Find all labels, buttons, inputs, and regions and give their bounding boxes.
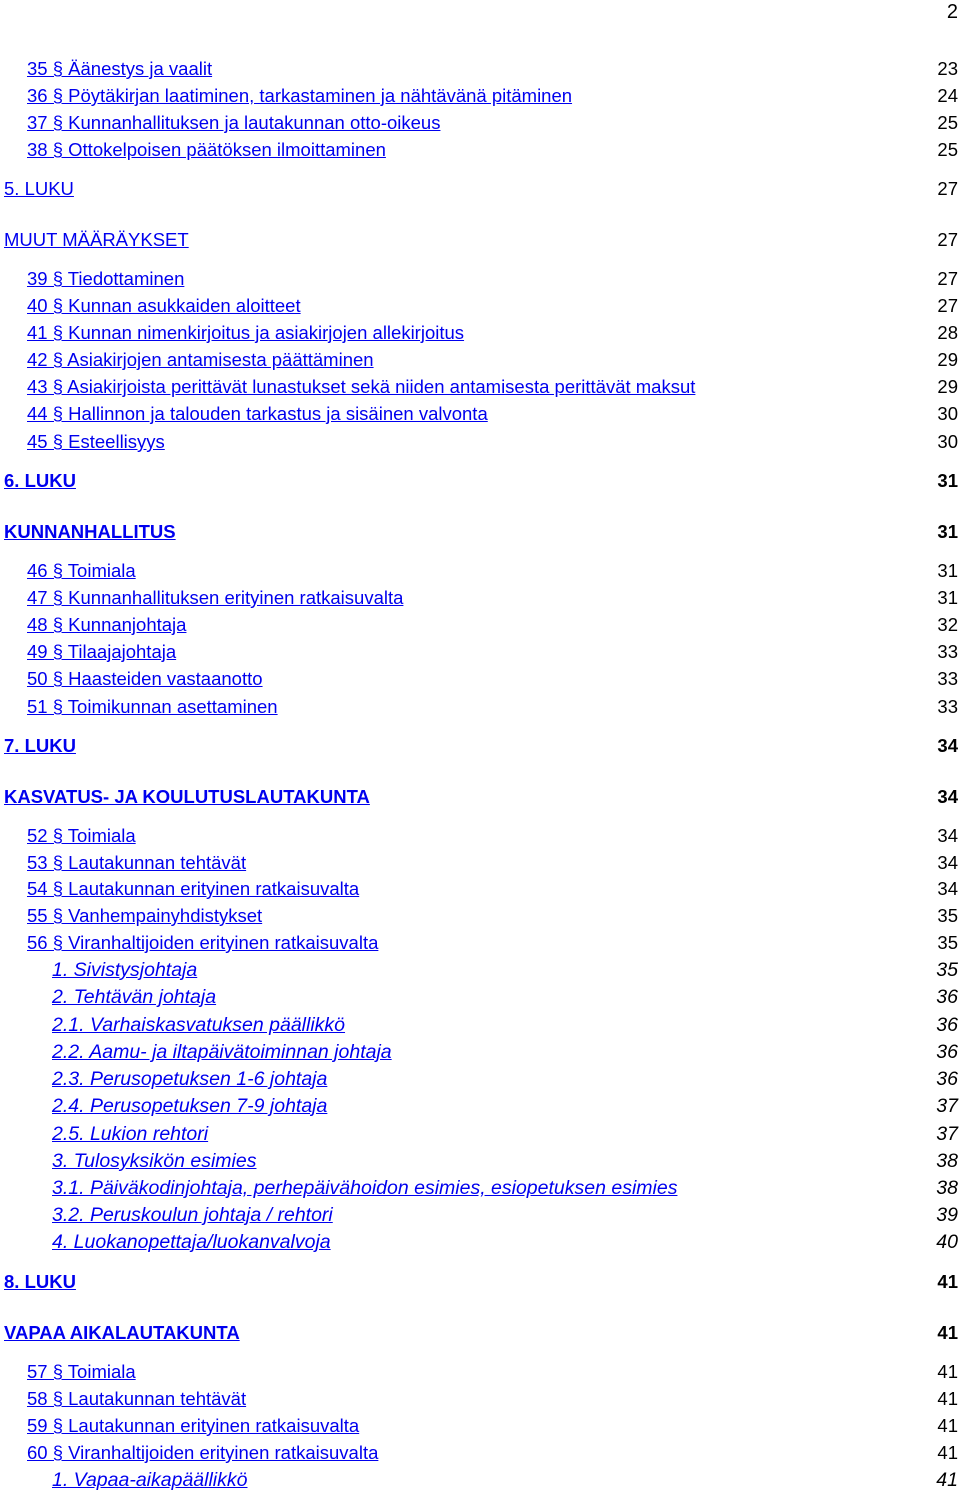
toc-entry-page: 32 bbox=[937, 614, 958, 635]
toc-entry-page: 35 bbox=[936, 959, 958, 981]
toc-entry-page: 27 bbox=[937, 178, 958, 199]
toc-entry-page: 41 bbox=[937, 1361, 958, 1382]
toc-entry bbox=[0, 430, 960, 456]
toc-entry-link[interactable]: 2.4. Perusopetuksen 7-9 johtaja bbox=[52, 1095, 328, 1117]
toc-entry-link[interactable]: 56 § Viranhaltijoiden erityinen ratkaisuvalta bbox=[27, 932, 379, 953]
toc-entry-page: 33 bbox=[937, 641, 958, 662]
toc-entry-page: 41 bbox=[937, 1442, 958, 1463]
toc-entry-page: 30 bbox=[937, 403, 958, 424]
toc-entry-link[interactable]: 42 § Asiakirjojen antamisesta päättäminen bbox=[27, 349, 374, 370]
toc-entry bbox=[0, 1441, 960, 1467]
toc-entry bbox=[0, 1122, 960, 1148]
toc-entry bbox=[0, 640, 960, 666]
toc-entry-link[interactable]: 41 § Kunnan nimenkirjoitus ja asiakirjojen allekirjoitus bbox=[27, 322, 465, 343]
toc-entry bbox=[0, 1040, 960, 1066]
toc-entry-link[interactable]: MUUT MÄÄRÄYKSET bbox=[4, 229, 189, 250]
toc-entry bbox=[0, 402, 960, 428]
toc-entry-page: 27 bbox=[937, 268, 958, 289]
toc-entry-link[interactable]: 4. Luokanopettaja/luokanvalvoja bbox=[52, 1231, 331, 1253]
toc-entry-page: 37 bbox=[936, 1095, 958, 1117]
toc-entry bbox=[0, 613, 960, 639]
toc-entry bbox=[0, 559, 960, 585]
toc-entry-page: 30 bbox=[937, 431, 958, 452]
toc-entry bbox=[0, 57, 960, 83]
toc-entry-link[interactable]: KUNNANHALLITUS bbox=[4, 521, 176, 542]
toc-entry bbox=[0, 1094, 960, 1120]
toc-entry bbox=[0, 1067, 960, 1093]
toc-entry-link[interactable]: 6. LUKU bbox=[4, 470, 76, 491]
toc-entry-page: 34 bbox=[937, 852, 958, 873]
toc-entry-link[interactable]: 2.5. Lukion rehtori bbox=[52, 1123, 209, 1145]
toc-entry-page: 36 bbox=[936, 1014, 958, 1036]
toc-entry bbox=[0, 321, 960, 347]
toc-entry-page: 35 bbox=[937, 932, 958, 953]
toc-entry bbox=[0, 111, 960, 137]
toc-entry-page: 39 bbox=[936, 1204, 958, 1226]
page-number: 2 bbox=[946, 1, 958, 23]
toc-entry-link[interactable]: 54 § Lautakunnan erityinen ratkaisuvalta bbox=[27, 878, 360, 899]
toc-entry-link[interactable]: 1. Sivistysjohtaja bbox=[52, 959, 198, 981]
toc-entry bbox=[0, 824, 960, 850]
toc-entry bbox=[0, 228, 960, 254]
toc-entry-link[interactable]: 35 § Äänestys ja vaalit bbox=[27, 58, 213, 79]
toc-entry-link[interactable]: 5. LUKU bbox=[4, 178, 74, 199]
toc-entry-link[interactable]: 49 § Tilaajajohtaja bbox=[27, 641, 177, 662]
toc-entry-page: 24 bbox=[937, 85, 958, 106]
toc-entry bbox=[0, 1387, 960, 1413]
toc-entry bbox=[0, 985, 960, 1011]
toc-entry-page: 36 bbox=[936, 986, 958, 1008]
toc-entry-link[interactable]: 8. LUKU bbox=[4, 1271, 76, 1292]
toc-entry-page: 29 bbox=[937, 376, 958, 397]
toc-entry-link[interactable]: 44 § Hallinnon ja talouden tarkastus ja sisäinen valvonta bbox=[27, 403, 488, 424]
toc-entry-link[interactable]: 48 § Kunnanjohtaja bbox=[27, 614, 187, 635]
toc-entry-page: 27 bbox=[937, 229, 958, 250]
toc-entry-link[interactable]: 58 § Lautakunnan tehtävät bbox=[27, 1388, 247, 1409]
toc-entry-page: 29 bbox=[937, 349, 958, 370]
toc-entry-page: 41 bbox=[937, 1271, 958, 1292]
toc-entry bbox=[0, 84, 960, 110]
toc-entry-page: 40 bbox=[936, 1231, 958, 1253]
toc-entry-link[interactable]: 46 § Toimiala bbox=[27, 560, 136, 581]
toc-entry-page: 31 bbox=[937, 587, 958, 608]
toc-entry-link[interactable]: 36 § Pöytäkirjan laatiminen, tarkastaminen ja nähtävänä pitäminen bbox=[27, 85, 573, 106]
toc-entry-link[interactable]: 1. Vapaa-aikapäällikkö bbox=[52, 1469, 248, 1491]
toc-entry-page: 34 bbox=[937, 735, 958, 756]
toc-entry-link[interactable]: 7. LUKU bbox=[4, 735, 76, 756]
toc-entry-page: 33 bbox=[937, 668, 958, 689]
toc-entry-page: 38 bbox=[936, 1150, 958, 1172]
toc-entry bbox=[0, 375, 960, 401]
toc-entry-page: 41 bbox=[937, 1388, 958, 1409]
toc-entry-link[interactable]: 59 § Lautakunnan erityinen ratkaisuvalta bbox=[27, 1415, 360, 1436]
toc-entry-link[interactable]: 50 § Haasteiden vastaanotto bbox=[27, 668, 263, 689]
toc-entry-link[interactable]: VAPAA AIKALAUTAKUNTA bbox=[4, 1322, 240, 1343]
toc-entry-page: 31 bbox=[937, 470, 958, 491]
toc-entry bbox=[0, 586, 960, 612]
toc-entry bbox=[0, 520, 960, 546]
toc-entry-page: 25 bbox=[937, 139, 958, 160]
toc-entry bbox=[0, 931, 960, 957]
toc-entry-link[interactable]: 38 § Ottokelpoisen päätöksen ilmoittaminen bbox=[27, 139, 386, 160]
toc-entry bbox=[0, 469, 960, 495]
toc-entry-link[interactable]: 40 § Kunnan asukkaiden aloitteet bbox=[27, 295, 301, 316]
toc-entry-page: 36 bbox=[936, 1041, 958, 1063]
toc-entry-link[interactable]: 3.1. Päiväkodinjohtaja, perhepäivähoidon esimies, esiopetuksen esimies bbox=[52, 1177, 678, 1199]
toc-entry bbox=[0, 1013, 960, 1039]
toc-entry bbox=[0, 958, 960, 984]
toc-entry-page: 41 bbox=[937, 1415, 958, 1436]
toc-entry bbox=[0, 1149, 960, 1175]
toc-entry-link[interactable]: 2.1. Varhaiskasvatuksen päällikkö bbox=[52, 1014, 346, 1036]
toc-entry-page: 41 bbox=[936, 1469, 958, 1491]
toc-entry bbox=[0, 851, 960, 877]
toc-entry-link[interactable]: 57 § Toimiala bbox=[27, 1361, 136, 1382]
toc-entry-link[interactable]: 47 § Kunnanhallituksen erityinen ratkaisuvalta bbox=[27, 587, 404, 608]
toc-entry bbox=[0, 267, 960, 293]
toc-entry-link[interactable]: 53 § Lautakunnan tehtävät bbox=[27, 852, 247, 873]
toc-entry bbox=[0, 1414, 960, 1440]
toc-entry-page: 33 bbox=[937, 696, 958, 717]
toc-entry-page: 27 bbox=[937, 295, 958, 316]
toc-entry-page: 23 bbox=[937, 58, 958, 79]
toc-entry-link[interactable]: 2.2. Aamu- ja iltapäivätoiminnan johtaja bbox=[52, 1041, 392, 1063]
toc-entry-page: 38 bbox=[936, 1177, 958, 1199]
toc-entry-page: 37 bbox=[936, 1123, 958, 1145]
toc-entry-page: 34 bbox=[937, 786, 958, 807]
toc-entry bbox=[0, 695, 960, 721]
toc-entry bbox=[0, 1230, 960, 1256]
toc-entry-link[interactable]: 45 § Esteellisyys bbox=[27, 431, 165, 452]
toc-entry bbox=[0, 177, 960, 203]
toc-entry-page: 34 bbox=[937, 878, 958, 899]
toc-entry-link[interactable]: 37 § Kunnanhallituksen ja lautakunnan otto-oikeus bbox=[27, 112, 441, 133]
toc-entry bbox=[0, 1468, 960, 1494]
toc-entry-link[interactable]: 52 § Toimiala bbox=[27, 825, 136, 846]
toc-entry bbox=[0, 294, 960, 320]
toc-entry-page: 36 bbox=[936, 1068, 958, 1090]
toc-entry bbox=[0, 877, 960, 903]
toc-entry-link[interactable]: 3. Tulosyksikön esimies bbox=[52, 1150, 257, 1172]
toc-entry-page: 31 bbox=[937, 560, 958, 581]
toc-entry-link[interactable]: 3.2. Peruskoulun johtaja / rehtori bbox=[52, 1204, 333, 1226]
toc-entry-link[interactable]: 39 § Tiedottaminen bbox=[27, 268, 185, 289]
toc-entry-page: 25 bbox=[937, 112, 958, 133]
toc-entry-link[interactable]: 2. Tehtävän johtaja bbox=[52, 986, 217, 1008]
toc-entry-page: 31 bbox=[937, 521, 958, 542]
toc-entry bbox=[0, 1321, 960, 1347]
toc-entry-link[interactable]: KASVATUS- JA KOULUTUSLAUTAKUNTA bbox=[4, 786, 370, 807]
toc-entry-link[interactable]: 51 § Toimikunnan asettaminen bbox=[27, 696, 278, 717]
toc-entry bbox=[0, 138, 960, 164]
toc-entry bbox=[0, 1176, 960, 1202]
toc-entry bbox=[0, 667, 960, 693]
toc-entry bbox=[0, 904, 960, 930]
toc-entry bbox=[0, 734, 960, 760]
toc-entry-link[interactable]: 60 § Viranhaltijoiden erityinen ratkaisuvalta bbox=[27, 1442, 379, 1463]
toc-entry bbox=[0, 785, 960, 811]
toc-entry bbox=[0, 1270, 960, 1296]
toc-entry-link[interactable]: 55 § Vanhempainyhdistykset bbox=[27, 905, 263, 926]
toc-entry-link[interactable]: 43 § Asiakirjoista perittävät lunastukset sekä niiden antamisesta perittävät maksut bbox=[27, 376, 696, 397]
toc-entry-page: 41 bbox=[937, 1322, 958, 1343]
toc-entry-page: 35 bbox=[937, 905, 958, 926]
toc-entry bbox=[0, 348, 960, 374]
toc-entry-page: 28 bbox=[937, 322, 958, 343]
toc-entry-page: 34 bbox=[937, 825, 958, 846]
toc-entry-link[interactable]: 2.3. Perusopetuksen 1-6 johtaja bbox=[52, 1068, 328, 1090]
toc-entry bbox=[0, 1360, 960, 1386]
toc-entry bbox=[0, 1203, 960, 1229]
